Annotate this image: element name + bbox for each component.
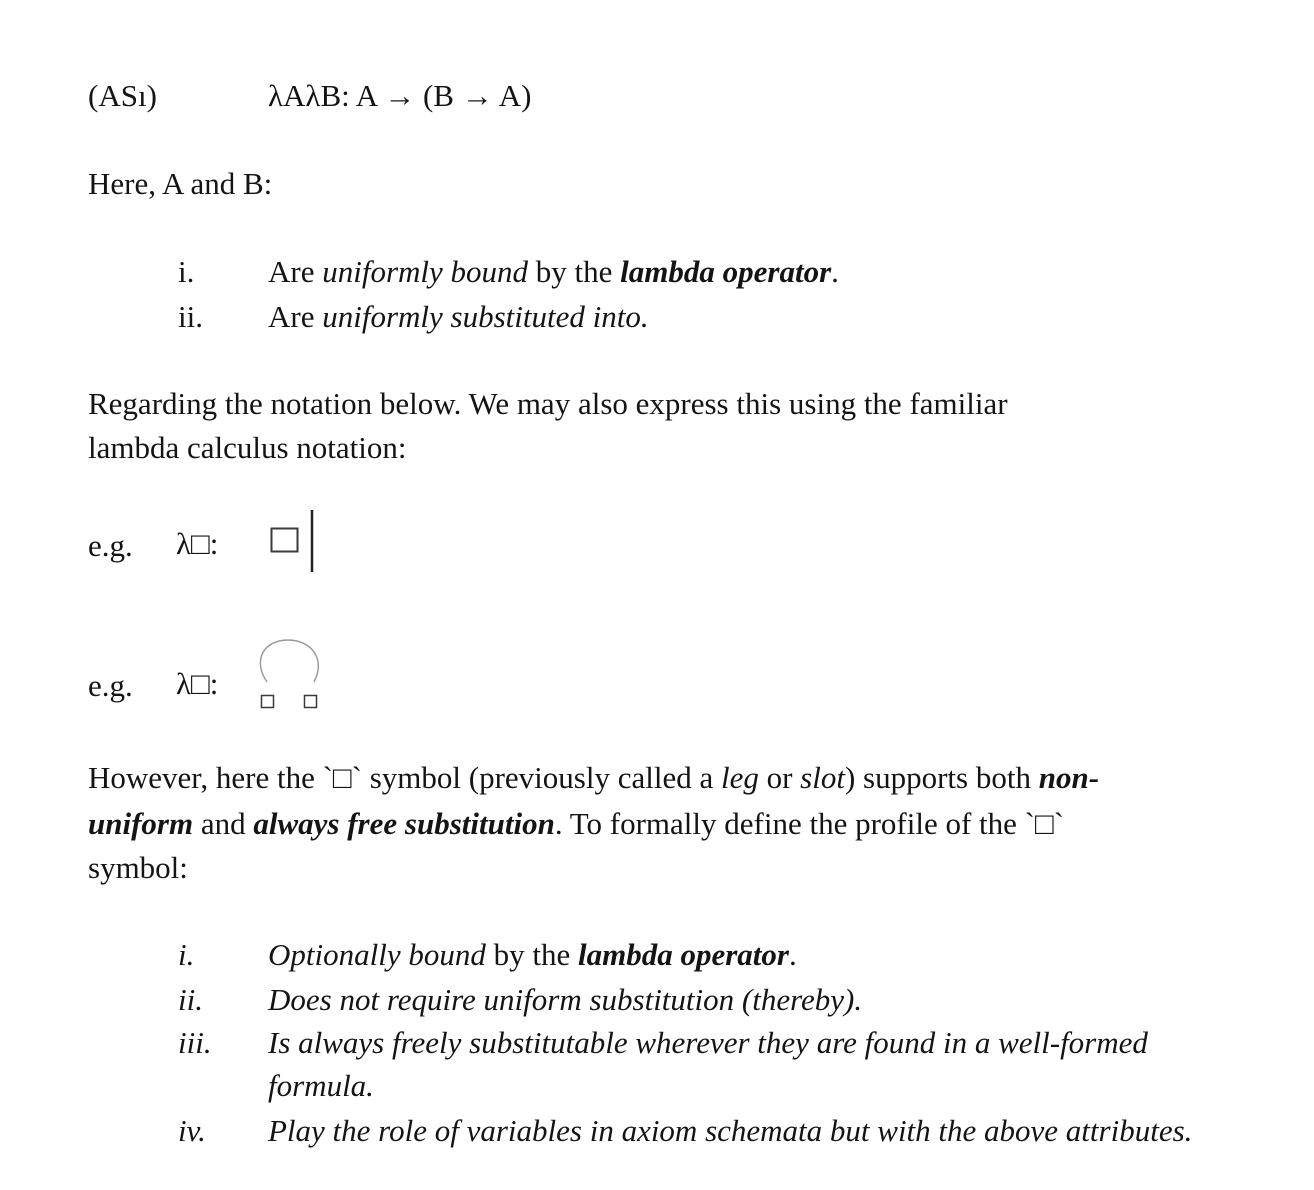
example-2-lambda: λ□: xyxy=(176,666,219,701)
regarding-line-2: lambda calculus notation: xyxy=(88,430,407,465)
list2-item-2-text: Does not require uniform substitution (thereby). xyxy=(268,982,863,1017)
list2-item-1-text-c: lambda operator xyxy=(577,937,789,972)
right-slot-square-icon xyxy=(305,696,317,708)
example-1-slot-figure xyxy=(268,508,324,576)
however-and: and xyxy=(193,806,254,841)
list2-item-1 xyxy=(268,937,797,973)
however-text-3: . To formally define the profile of the `□` xyxy=(554,806,1065,841)
list2-item-2 xyxy=(268,982,862,1018)
list1-item-1-text-a: Are xyxy=(268,254,323,289)
list2-item-3-text-cont: formula. xyxy=(268,1068,374,1103)
axiom-formula: λAλB: A → (B → A) xyxy=(268,78,532,113)
list2-item-3-text: Is always freely substitutable wherever they are found in a well-formed xyxy=(268,1025,1148,1060)
however-text-1: However, here the `□` symbol (previously called a xyxy=(88,760,721,795)
list2-item-4-text: Play the role of variables in axiom schemata but with the above attributes. xyxy=(268,1113,1193,1148)
list1-item-1-text-c: by the xyxy=(528,254,621,289)
list2-item-3-cont xyxy=(268,1068,374,1104)
list1-item-2-text-b: uniformly substituted into. xyxy=(322,299,649,334)
list1-num-2: ii. xyxy=(178,299,203,334)
list1-item-1-text-b: uniformly bound xyxy=(322,254,529,289)
list1-item-1-text-e: . xyxy=(831,254,839,289)
list2-item-1-text-a: Optionally bound xyxy=(268,937,486,972)
list2-item-1-text-b: by the xyxy=(485,937,578,972)
however-uniform: uniform xyxy=(88,806,194,841)
regarding-line-1: Regarding the notation below. We may also express this using the familiar xyxy=(88,386,1008,421)
example-1-lambda: λ□: xyxy=(176,526,219,561)
list2-num-1 xyxy=(178,937,194,973)
example-2-binding-arc-figure xyxy=(250,632,330,714)
axiom-label: (ASı) xyxy=(88,78,157,113)
however-leg: leg xyxy=(720,760,759,795)
however-non: non- xyxy=(1038,760,1100,795)
intro-text: Here, A and B: xyxy=(88,166,273,201)
however-line-1 xyxy=(88,760,1099,796)
however-slot: slot xyxy=(800,760,845,795)
slot-square-icon xyxy=(272,529,298,552)
list1-num-1: i. xyxy=(178,254,195,289)
list1-item-2-text-a: Are xyxy=(268,299,323,334)
list2-item-3 xyxy=(268,1025,1148,1061)
however-line-3: symbol: xyxy=(88,850,188,885)
however-or: or xyxy=(758,760,801,795)
however-always-free: always free substitution xyxy=(253,806,555,841)
list2-num-3-text: iii. xyxy=(178,1025,212,1060)
list2-num-4-text: iv. xyxy=(178,1113,206,1148)
list2-num-3 xyxy=(178,1025,212,1061)
example-1-eg: e.g. xyxy=(88,528,133,563)
however-text-2: ) supports both xyxy=(844,760,1039,795)
example-2-eg: e.g. xyxy=(88,668,133,703)
binding-arc-icon xyxy=(260,640,318,682)
however-line-2 xyxy=(88,806,1064,842)
list2-num-2-text: ii. xyxy=(178,982,203,1017)
list1-item-2 xyxy=(268,299,649,335)
list2-num-1-text: i. xyxy=(178,937,195,972)
list1-item-1-text-d: lambda operator xyxy=(620,254,832,289)
list1-item-1 xyxy=(268,254,839,290)
left-slot-square-icon xyxy=(262,696,274,708)
list2-num-2 xyxy=(178,982,203,1018)
list2-item-4 xyxy=(268,1113,1192,1149)
list2-item-1-text-d: . xyxy=(788,937,797,972)
list2-num-4 xyxy=(178,1113,206,1149)
